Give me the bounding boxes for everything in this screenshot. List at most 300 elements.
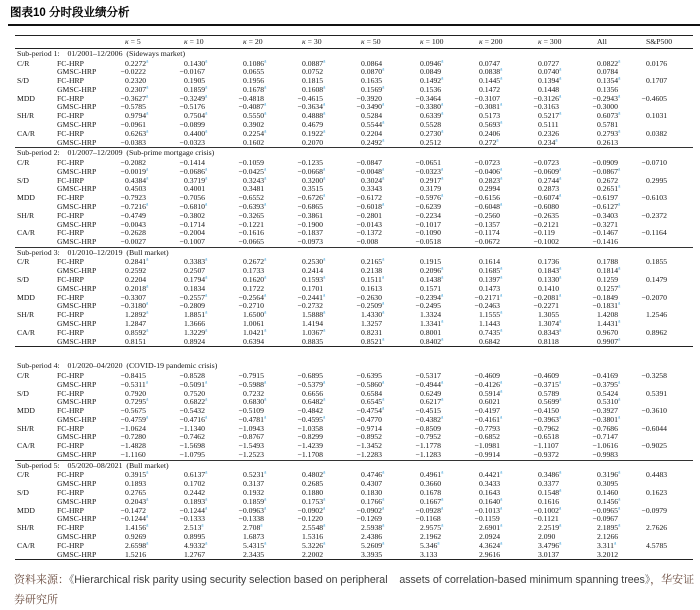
- metric-label: CA/R: [17, 441, 35, 451]
- value-cell: −0.0928$^a$: [415, 505, 444, 515]
- model-label: FC-HRP: [57, 388, 84, 398]
- value-cell: 3.2012: [591, 551, 640, 560]
- value-cell: 0.4503: [125, 184, 147, 194]
- value-cell: −0.6103: [641, 193, 667, 203]
- model-label: FC-HRP: [57, 292, 84, 302]
- significance-marker: a: [382, 137, 385, 144]
- significance-marker: a: [382, 119, 385, 126]
- value-cell: −0.6393$^a$: [238, 201, 267, 211]
- value-cell: −0.0027: [120, 237, 146, 247]
- value-cell: 0.9907$^a$: [591, 338, 640, 347]
- value-cell: −0.8299: [297, 432, 323, 442]
- value-cell: 0.0864: [361, 58, 383, 68]
- significance-marker: a: [323, 84, 326, 91]
- column-header-cell: κ = 200: [473, 36, 532, 49]
- value-cell: 0.2592: [125, 266, 147, 276]
- model-label: FC-HRP: [57, 423, 84, 433]
- model-label: FC-HRP: [57, 111, 84, 121]
- value-cell: −1.1778: [415, 441, 441, 451]
- value-cell: 2.090: [538, 531, 556, 541]
- significance-marker: a: [440, 192, 444, 199]
- significance-marker: a: [323, 540, 326, 547]
- value-cell: 1.1443: [479, 319, 501, 329]
- value-cell: 0.1479: [646, 275, 668, 285]
- significance-marker: a: [204, 201, 208, 208]
- value-cell: −0.0665: [238, 237, 264, 247]
- significance-marker: a: [322, 101, 326, 108]
- value-cell: 1.8851$^a$: [184, 309, 208, 320]
- significance-marker: a: [381, 405, 385, 412]
- metric-label: [15, 139, 55, 148]
- table-row: [15, 86, 693, 95]
- significance-marker: a: [441, 57, 444, 64]
- value-cell: −1.3452: [356, 441, 382, 451]
- value-cell: −0.6852: [474, 432, 500, 442]
- column-header-cell: κ = 10: [178, 36, 237, 49]
- significance-marker: a: [264, 175, 267, 181]
- significance-marker: a: [500, 496, 503, 503]
- value-cell: 0.1640$^a$: [479, 496, 503, 506]
- value-cell: −0.0672: [474, 237, 500, 247]
- value-cell: 0.2744$^a$: [538, 175, 562, 185]
- significance-marker: a: [323, 522, 326, 529]
- significance-marker: a: [382, 469, 385, 476]
- model-label: FC-HRP: [57, 523, 84, 533]
- spacer-row: [15, 347, 693, 362]
- value-cell: −0.3380$^a$: [415, 101, 444, 112]
- model-label: FC-HRP: [57, 540, 84, 550]
- significance-marker: a: [617, 414, 621, 421]
- value-cell: −0.3715$^a$: [533, 379, 562, 389]
- value-cell: −0.7147: [592, 432, 618, 442]
- value-cell: −0.6239: [415, 201, 441, 211]
- value-cell: −0.7793: [474, 423, 500, 433]
- value-cell: 0.3343: [361, 184, 383, 194]
- value-cell: −0.2628: [120, 228, 146, 238]
- value-cell: 2.2519$^a$: [538, 522, 562, 533]
- significance-marker: a: [204, 379, 208, 386]
- value-cell: −0.6080: [533, 201, 559, 211]
- value-cell: −0.6044: [641, 423, 667, 433]
- value-cell: −0.6074$^a$: [533, 192, 562, 203]
- value-cell: 0.1614: [479, 257, 501, 267]
- model-label: GMSC-HRP: [57, 450, 97, 460]
- value-cell: −0.0383: [120, 137, 146, 147]
- value-cell: 0.6137$^a$: [184, 469, 208, 480]
- significance-marker: a: [145, 166, 149, 173]
- value-cell: −0.5317: [415, 370, 441, 380]
- model-label: GMSC-HRP: [57, 266, 97, 276]
- value-cell: −0.6127$^a$: [592, 201, 621, 211]
- value-cell: 0.1031: [646, 111, 668, 121]
- value-cell: 1.5316: [302, 531, 324, 541]
- value-cell: 0.1492$^a$: [420, 75, 444, 86]
- value-cell: 1.4431$^a$: [597, 318, 621, 329]
- significance-marker: a: [263, 379, 267, 386]
- model-label: GMSC-HRP: [57, 379, 97, 389]
- value-cell: −0.3000: [592, 102, 618, 112]
- value-cell: 0.1880: [302, 487, 324, 497]
- model-label: GMSC-HRP: [57, 301, 97, 311]
- table-row: [15, 60, 693, 69]
- value-cell: 0.5544$^a$: [361, 119, 385, 130]
- significance-marker: a: [264, 469, 267, 476]
- value-cell: −0.0961: [120, 120, 146, 130]
- value-cell: −0.0979: [641, 505, 667, 515]
- value-cell: 0.3243$^a$: [243, 175, 267, 185]
- significance-marker: a: [264, 309, 267, 316]
- value-cell: −0.0518: [415, 237, 441, 247]
- table-row: [15, 329, 693, 338]
- value-cell: 0.1448: [538, 84, 560, 94]
- table-row: [15, 258, 693, 267]
- significance-marker: a: [618, 336, 621, 343]
- value-cell: −0.3927: [592, 406, 618, 416]
- table-row: [15, 390, 693, 399]
- significance-marker: a: [617, 300, 621, 307]
- value-cell: 0.1859$^a$: [243, 496, 267, 506]
- significance-marker: a: [264, 327, 267, 334]
- value-cell: −0.3490$^a$: [356, 101, 385, 112]
- value-cell: −0.5785: [120, 102, 146, 112]
- value-cell: 2.0924: [479, 531, 501, 541]
- significance-marker: a: [558, 379, 562, 386]
- significance-marker: a: [500, 175, 503, 181]
- metric-label: S/D: [17, 275, 29, 285]
- value-cell: −0.0323: [179, 137, 205, 147]
- table-row: [15, 121, 693, 130]
- value-cell: 3.311$^a$: [597, 540, 617, 550]
- value-cell: 0.1460: [597, 487, 619, 497]
- value-cell: 0.8962: [646, 327, 668, 337]
- value-cell: −0.1159: [474, 514, 500, 524]
- value-cell: −0.8767: [238, 432, 264, 442]
- value-cell: −0.2564$^a$: [238, 292, 267, 302]
- value-cell: −0.1372: [356, 228, 382, 238]
- value-cell: −0.0425$^a$: [238, 166, 267, 176]
- value-cell: −0.2121: [533, 219, 559, 229]
- value-cell: 0.3902: [243, 120, 265, 130]
- significance-marker: a: [441, 75, 444, 82]
- significance-marker: a: [264, 540, 267, 547]
- metric-label: MDD: [17, 406, 35, 416]
- value-cell: 0.8592$^a$: [125, 327, 149, 337]
- significance-marker: a: [322, 166, 326, 173]
- value-cell: −0.9983: [592, 450, 618, 460]
- column-header-cell: S&P500: [640, 36, 693, 49]
- value-cell: −0.3265: [238, 210, 264, 220]
- value-cell: 0.1472: [479, 84, 501, 94]
- column-header-cell: κ = 30: [296, 36, 355, 49]
- model-label: FC-HRP: [57, 441, 84, 451]
- model-label: FC-HRP: [57, 58, 84, 68]
- significance-marker: a: [441, 396, 444, 403]
- value-cell: 0.0655: [243, 67, 265, 77]
- value-cell: −0.5860$^a$: [356, 379, 385, 389]
- value-cell: 1.4194: [302, 319, 324, 329]
- significance-marker: a: [323, 110, 326, 117]
- value-cell: 0.9670: [597, 327, 619, 337]
- table-row: [15, 238, 693, 247]
- value-cell: 0.4001: [184, 184, 206, 194]
- table-row: [15, 185, 693, 194]
- significance-marker: a: [437, 540, 440, 547]
- value-cell: −0.4716$^a$: [179, 414, 208, 424]
- significance-marker: a: [205, 110, 208, 117]
- value-cell: −0.1174: [474, 228, 500, 238]
- value-cell: −0.6395: [356, 370, 382, 380]
- value-cell: 0.2873: [538, 184, 560, 194]
- value-cell: −0.1269: [356, 514, 382, 524]
- value-cell: 0.2165$^a$: [361, 256, 385, 267]
- value-cell: 0.2672$^a$: [243, 256, 267, 267]
- significance-marker: a: [440, 505, 444, 511]
- value-cell: −0.0973: [297, 237, 323, 247]
- model-label: FC-HRP: [57, 257, 84, 267]
- value-cell: 0.1855: [646, 257, 668, 267]
- value-cell: 0.5914$^a$: [479, 387, 503, 398]
- value-cell: 0.1438$^a$: [420, 274, 444, 285]
- value-cell: 0.0887$^a$: [302, 57, 326, 68]
- table-row: [15, 338, 693, 347]
- metric-label: MDD: [17, 193, 35, 203]
- performance-table: [15, 35, 693, 560]
- value-cell: 0.6830$^a$: [243, 396, 267, 407]
- value-cell: 0.1859$^a$: [184, 84, 208, 94]
- model-label: GMSC-HRP: [55, 338, 119, 347]
- significance-marker: a: [146, 396, 149, 403]
- column-header-cell: κ = 20: [237, 36, 296, 49]
- value-cell: −0.119: [533, 228, 555, 238]
- significance-marker: a: [205, 469, 208, 476]
- value-cell: −0.3802: [179, 210, 205, 220]
- value-cell: 0.3915$^a$: [125, 469, 149, 480]
- column-header-cell: All: [591, 36, 640, 49]
- significance-marker: a: [382, 84, 385, 91]
- table-row: [15, 212, 693, 221]
- value-cell: −0.1467: [592, 228, 618, 238]
- table-row: [15, 533, 693, 542]
- significance-marker: a: [499, 101, 503, 108]
- value-cell: −0.0723: [474, 157, 500, 167]
- value-cell: −0.1121: [533, 514, 559, 524]
- value-cell: −0.6726$^a$: [297, 192, 326, 203]
- value-cell: 0.0822$^a$: [597, 57, 621, 68]
- significance-marker: a: [618, 57, 621, 64]
- significance-marker: a: [323, 327, 326, 334]
- significance-marker: a: [500, 66, 503, 73]
- value-cell: 0.3196$^a$: [597, 469, 621, 480]
- value-cell: −0.2732: [297, 301, 323, 311]
- table-row: [15, 68, 693, 77]
- value-cell: 0.2765: [125, 487, 147, 497]
- value-cell: 1.6500$^a$: [243, 309, 267, 320]
- table-row: [15, 221, 693, 230]
- value-cell: −1.0981: [474, 441, 500, 451]
- significance-marker: a: [322, 192, 326, 199]
- value-cell: 0.1257$^a$: [597, 283, 621, 293]
- metric-label: CA/R: [17, 128, 35, 138]
- value-cell: 0.3486$^a$: [538, 469, 562, 480]
- significance-marker: a: [618, 318, 621, 325]
- significance-marker: a: [499, 379, 503, 386]
- value-cell: −0.1333: [179, 514, 205, 524]
- value-cell: −0.7462: [179, 432, 205, 442]
- significance-marker: a: [323, 309, 326, 316]
- value-cell: 0.0838$^a$: [479, 66, 503, 77]
- value-cell: 0.6482$^a$: [302, 396, 326, 407]
- value-cell: −0.2081$^a$: [533, 292, 562, 302]
- value-cell: 1.3055: [538, 310, 560, 320]
- value-cell: −0.1900: [297, 219, 323, 229]
- value-cell: 0.9794$^a$: [125, 110, 149, 121]
- value-cell: −0.2560: [474, 210, 500, 220]
- value-cell: −0.2004: [179, 228, 205, 238]
- value-cell: −1.1340: [179, 423, 205, 433]
- value-cell: 0.2672: [597, 175, 619, 185]
- value-cell: 0.4679: [302, 120, 324, 130]
- value-cell: 0.2492$^a$: [361, 137, 385, 147]
- value-cell: 0.0747: [479, 58, 501, 68]
- table-row: [15, 480, 693, 489]
- value-cell: −0.8509: [415, 423, 441, 433]
- model-label: FC-HRP: [57, 93, 84, 103]
- value-cell: −0.4197: [474, 406, 500, 416]
- empty-header-cell: [15, 36, 55, 49]
- significance-marker: a: [322, 379, 326, 386]
- value-cell: 0.1893: [125, 479, 147, 489]
- value-cell: 0.0752: [302, 67, 324, 77]
- value-cell: 0.4307: [361, 479, 383, 489]
- significance-marker: a: [205, 309, 208, 316]
- significance-marker: a: [146, 496, 149, 503]
- value-cell: 0.6545$^a$: [361, 396, 385, 407]
- value-cell: −0.3963$^a$: [533, 414, 562, 424]
- subperiod-header-row: [15, 460, 693, 471]
- value-cell: 0.8995: [184, 531, 206, 541]
- significance-marker: a: [145, 379, 149, 386]
- source-label: 资料来源：: [14, 574, 69, 587]
- value-cell: −0.008: [356, 237, 379, 247]
- value-cell: 0.5528: [420, 120, 442, 130]
- subperiod-header-row: [15, 148, 693, 159]
- value-cell: −0.3403: [592, 210, 618, 220]
- value-cell: 0.0176: [646, 58, 668, 68]
- value-cell: −0.2495: [415, 301, 441, 311]
- value-cell: 0.3377: [538, 479, 560, 489]
- column-header-cell: κ = 5: [119, 36, 178, 49]
- value-cell: 0.3095: [597, 479, 619, 489]
- significance-marker: a: [558, 505, 562, 511]
- value-cell: −1.0943: [238, 423, 264, 433]
- value-cell: −0.0043: [120, 219, 146, 229]
- significance-marker: a: [618, 110, 621, 117]
- value-cell: −0.1849: [592, 292, 618, 302]
- value-cell: −1.1283: [415, 450, 441, 460]
- value-cell: [640, 338, 693, 347]
- value-cell: 0.0784: [597, 67, 619, 77]
- significance-marker: a: [264, 256, 267, 263]
- value-cell: −0.0167: [179, 67, 205, 77]
- significance-marker: a: [441, 110, 444, 117]
- significance-marker: a: [440, 414, 444, 421]
- value-cell: 0.5310$^a$: [597, 396, 621, 407]
- significance-marker: a: [500, 469, 503, 476]
- significance-marker: a: [440, 166, 444, 173]
- significance-marker: a: [559, 274, 562, 281]
- value-cell: −0.1168: [415, 514, 441, 524]
- model-label: FC-HRP: [57, 487, 84, 497]
- value-cell: 0.2793$^a$: [597, 128, 621, 138]
- value-cell: −1.2523: [238, 450, 264, 460]
- value-cell: −0.6810$^a$: [179, 201, 208, 211]
- significance-marker: a: [323, 396, 326, 403]
- metric-label: C/R: [17, 58, 30, 68]
- value-cell: −0.1414: [179, 157, 205, 167]
- value-cell: 0.1701: [302, 283, 324, 293]
- significance-marker: a: [559, 487, 562, 494]
- value-cell: [640, 139, 693, 148]
- value-cell: −0.4944$^a$: [415, 379, 444, 389]
- value-cell: 0.1722: [243, 283, 265, 293]
- value-cell: 0.1397$^a$: [479, 274, 503, 285]
- column-header-cell: κ = 300: [532, 36, 591, 49]
- value-cell: 0.2994: [479, 184, 501, 194]
- significance-marker: a: [145, 513, 149, 520]
- table-row: [15, 407, 693, 416]
- value-cell: 1.6873: [243, 531, 265, 541]
- significance-marker: a: [205, 84, 208, 91]
- model-label: FC-HRP: [57, 76, 84, 86]
- significance-marker: a: [441, 336, 444, 343]
- value-cell: 0.4384$^a$: [125, 175, 149, 185]
- table-row: [15, 551, 693, 560]
- value-cell: −1.1107: [533, 441, 559, 451]
- value-cell: 0.2507: [184, 266, 206, 276]
- value-cell: 0.1536: [420, 84, 442, 94]
- value-cell: 0.1602: [243, 137, 265, 147]
- value-cell: −0.0899: [179, 120, 205, 130]
- significance-marker: a: [382, 336, 385, 343]
- value-cell: 0.8343$^a$: [538, 327, 562, 337]
- value-cell: 0.1893$^a$: [184, 496, 208, 506]
- value-cell: −0.0651: [415, 157, 441, 167]
- value-cell: −0.0902$^a$: [297, 505, 326, 515]
- value-cell: −0.5976$^a$: [415, 192, 444, 203]
- model-label: GMSC-HRP: [57, 496, 97, 506]
- value-cell: 0.8521$^a$: [355, 338, 414, 347]
- table-row: [15, 177, 693, 186]
- value-cell: [640, 451, 693, 460]
- significance-marker: a: [440, 379, 444, 386]
- value-cell: 0.1086$^a$: [243, 57, 267, 68]
- column-header-cell: κ = 50: [355, 36, 414, 49]
- value-cell: −1.5698: [179, 441, 205, 451]
- value-cell: 0.8835: [296, 338, 355, 347]
- value-cell: −0.2441$^a$: [297, 292, 326, 302]
- significance-marker: a: [323, 256, 326, 263]
- significance-marker: a: [260, 522, 263, 529]
- significance-marker: a: [500, 75, 503, 82]
- significance-marker: a: [618, 522, 621, 529]
- value-cell: −0.4169: [592, 370, 618, 380]
- value-cell: 0.5391: [646, 388, 668, 398]
- significance-marker: a: [618, 183, 621, 190]
- model-label: FC-HRP: [57, 175, 84, 185]
- value-cell: −0.1002$^a$: [533, 505, 562, 515]
- subperiod-title: Sub-period 2: 01/2007–12/2009 (Sub-prime mortgage crisis): [15, 148, 693, 159]
- value-cell: −0.3627$^a$: [120, 93, 149, 103]
